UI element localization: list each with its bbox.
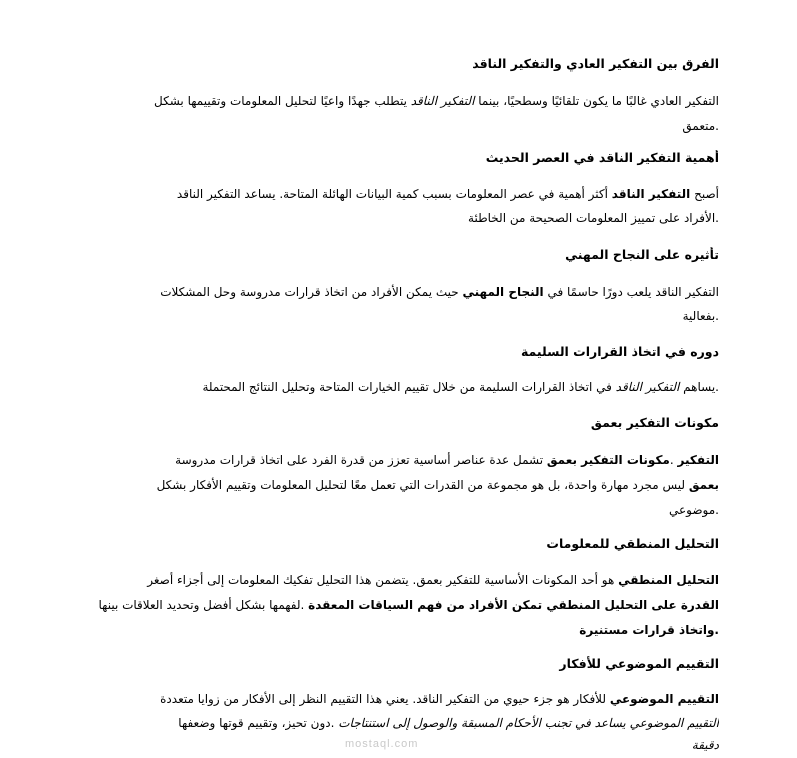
section-heading: التحليل المنطقي للمعلومات — [546, 536, 719, 551]
paragraph-line: التفكير .مكونات التفكير بعمق تشمل عدة عناصر أساسية تعزز من قدرة الفرد على اتخاذ قرارات مدروسة — [175, 453, 719, 467]
paragraph-line: .بفعالية — [682, 309, 719, 323]
paragraph-line: التفكير العادي غالبًا ما يكون تلقائيًا وسطحيًا، بينما التفكير الناقد يتطلب جهدًا واعيًا لتحليل المعلومات وتقييمها بشكل — [154, 94, 719, 108]
paragraph-line: .واتخاذ قرارات مستنيرة — [579, 623, 719, 637]
section-heading: تأثيره على النجاح المهني — [565, 247, 719, 262]
section-heading: مكونات التفكير بعمق — [590, 415, 719, 430]
paragraph-line: التقييم الموضوعي يساعد في تجنب الأحكام المسبقة والوصول إلى استنتاجات .دون تحيز، وتقييم قوتها وضعفها — [178, 716, 719, 730]
paragraph-line: .متعمق — [682, 119, 719, 133]
paragraph-line: التقييم الموضوعي للأفكار هو جزء حيوي من التفكير الناقد. يعني هذا التقييم النظر إلى الأفكار من زوايا متعددة — [160, 692, 719, 706]
paragraph-line: أصبح التفكير الناقد أكثر أهمية في عصر المعلومات بسبب كمية البيانات الهائلة المتاحة. يساعد التفكير الناقد — [176, 187, 719, 201]
section-heading: أهمية التفكير الناقد في العصر الحديث — [485, 150, 719, 165]
paragraph-line: .الأفراد على تمييز المعلومات الصحيحة من الخاطئة — [468, 211, 719, 225]
section-heading: الفرق بين التفكير العادي والتفكير الناقد — [472, 56, 719, 71]
section-heading: التقييم الموضوعي للأفكار — [559, 656, 719, 671]
watermark: mostaql.com — [345, 738, 419, 750]
paragraph-line: .يساهم التفكير الناقد في اتخاذ القرارات السليمة من خلال تقييم الخيارات المتاحة وتحليل النتائج المحتملة — [202, 380, 719, 394]
paragraph-line: .موضوعي — [669, 503, 719, 517]
section-heading: دوره في اتخاذ القرارات السليمة — [520, 344, 719, 359]
paragraph-line: التحليل المنطقي هو أحد المكونات الأساسية للتفكير بعمق. يتضمن هذا التحليل تفكيك المعلومات إلى أجزاء أصغر — [147, 573, 719, 587]
paragraph-line: القدرة على التحليل المنطقي تمكن الأفراد من فهم السياقات المعقدة .لفهمها بشكل أفضل وتحديد العلاقات بينها — [98, 598, 719, 612]
paragraph-line: التفكير الناقد يلعب دورًا حاسمًا في النجاح المهني حيث يمكن الأفراد من اتخاذ قرارات مدروسة وحل المشكلات — [160, 285, 719, 299]
paragraph-line: بعمق ليس مجرد مهارة واحدة، بل هو مجموعة من القدرات التي تعمل معًا لتحليل المعلومات وتقييم الأفكار بشكل — [156, 478, 719, 492]
paragraph-line: دقيقة — [691, 738, 719, 752]
